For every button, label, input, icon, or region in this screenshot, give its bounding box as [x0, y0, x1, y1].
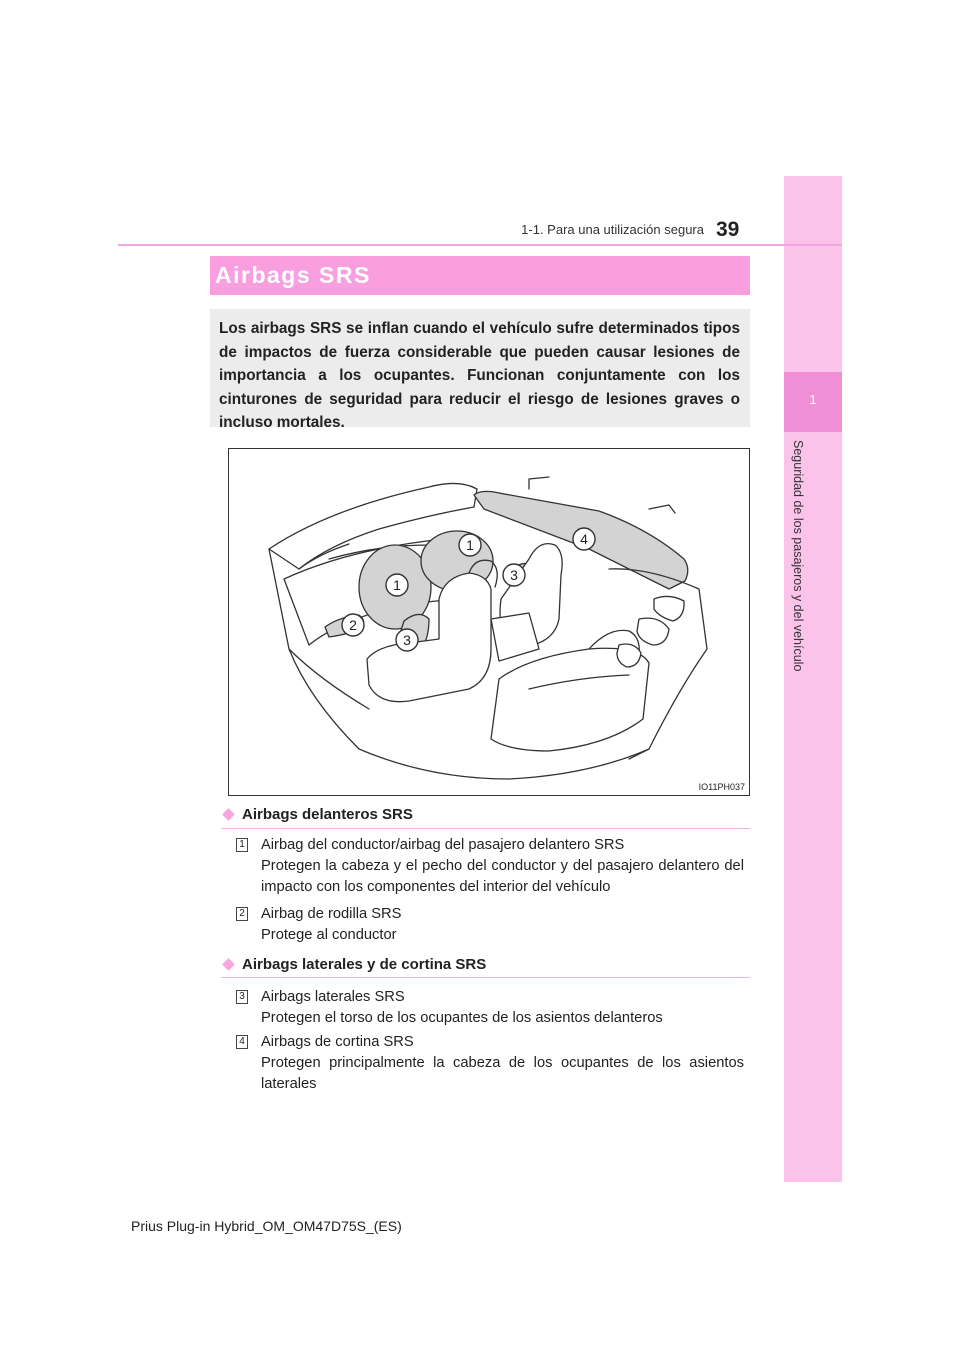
section-heading-side-text: Airbags laterales y de cortina SRS: [242, 956, 487, 973]
item-title: Airbags de cortina SRS: [261, 1034, 414, 1050]
item-knee-airbag: [261, 904, 744, 946]
page-title: Airbags SRS: [215, 262, 371, 288]
figure-code: IO11PH037: [698, 782, 745, 792]
item-description: Protegen el torso de los ocupantes de los asientos delanteros: [261, 1010, 663, 1026]
callout-3-passenger-side-label: 3: [510, 567, 518, 583]
intro-text: Los airbags SRS se inflan cuando el vehículo sufre determinados tipos de impactos de fuerza considerable que pueden causar lesiones de importancia a los ocupantes. Funcionan conjuntamente con los cinturones de seguridad para reducir el riesgo de lesiones graves o incluso mortales.: [219, 320, 740, 431]
section-header: 1-1. Para una utilización segura: [521, 222, 704, 237]
section-divider: [221, 977, 750, 978]
item-curtain-airbags: [261, 1032, 744, 1095]
diamond-bullet-icon: [222, 808, 235, 821]
callout-2-knee-label: 2: [349, 617, 357, 633]
section-heading-side: [221, 956, 486, 973]
item-description: Protegen la cabeza y el pecho del conductor y del pasajero delantero del impacto con los componentes del interior del vehículo: [261, 858, 744, 895]
item-description: Protege al conductor: [261, 927, 397, 943]
item-title: Airbag de rodilla SRS: [261, 906, 402, 922]
diamond-bullet-icon: [222, 958, 235, 971]
car-interior-drawing: [229, 449, 749, 795]
item-driver-passenger-airbag: [261, 835, 744, 898]
callout-3-driver-side-label: 3: [403, 632, 411, 648]
callout-4-curtain-label: 4: [580, 531, 588, 547]
item-side-airbags: [261, 987, 744, 1029]
item-description: Protegen principalmente la cabeza de los ocupantes de los asientos laterales: [261, 1055, 744, 1092]
callout-1-passenger-label: 1: [466, 537, 474, 553]
callout-1-driver-label: 1: [393, 577, 401, 593]
chapter-title: Seguridad de los pasajeros y del vehículo: [791, 440, 805, 672]
chapter-number: 1: [809, 392, 817, 407]
header-divider: [118, 244, 842, 246]
intro-box: [210, 309, 750, 431]
section-heading-front: [221, 806, 413, 823]
section-heading-front-text: Airbags delanteros SRS: [242, 806, 413, 823]
item-number-2: 2: [236, 907, 248, 921]
airbag-illustration: [228, 448, 750, 796]
item-title: Airbags laterales SRS: [261, 989, 405, 1005]
footer-doc-id: Prius Plug-in Hybrid_OM_OM47D75S_(ES): [131, 1218, 402, 1234]
item-title: Airbag del conductor/airbag del pasajero delantero SRS: [261, 837, 625, 853]
item-number-3: 3: [236, 990, 248, 1004]
section-divider: [221, 828, 750, 829]
page-number: 39: [716, 218, 740, 241]
chapter-side-tab: [784, 176, 842, 1182]
item-number-1: 1: [236, 838, 248, 852]
item-number-4: 4: [236, 1035, 248, 1049]
